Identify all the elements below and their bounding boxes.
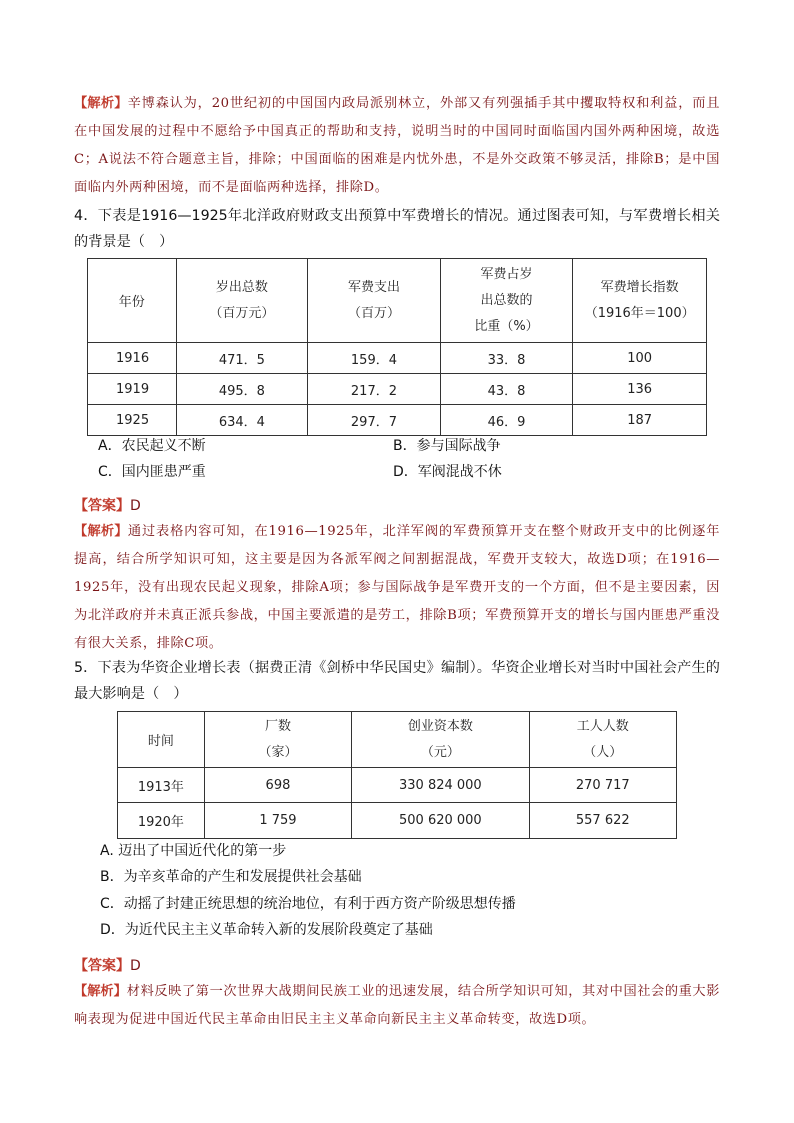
table-cell: 1925 [88, 405, 177, 436]
table-cell: 217．2 [308, 374, 441, 405]
q5-option-d: D．为近代民主主义革命转入新的发展阶段奠定了基础 [100, 922, 433, 938]
q5-header-capital: 创业资本数 （元） [352, 712, 529, 768]
table-cell: 136 [573, 374, 707, 405]
answer-value: D [130, 958, 141, 974]
table-cell: 557 622 [529, 803, 676, 839]
table-cell: 187 [573, 405, 707, 436]
q5-header-time: 时间 [118, 712, 205, 768]
analysis-tag: 【解析】 [74, 96, 128, 111]
table-cell: 43．8 [440, 374, 573, 405]
table-cell: 100 [573, 343, 707, 374]
analysis-tag: 【解析】 [74, 984, 127, 999]
q3-analysis [74, 90, 720, 202]
q4-header-index: 军费增长指数 （1916年＝100） [573, 259, 707, 343]
q5-analysis [74, 978, 720, 1034]
table-cell: 495．8 [176, 374, 308, 405]
answer-value: D [130, 498, 141, 514]
q4-answer [74, 494, 720, 518]
q4-table-header-row [88, 259, 707, 343]
table-row [88, 405, 707, 436]
analysis-tag: 【解析】 [74, 524, 128, 539]
table-row [118, 803, 677, 839]
answer-tag: 【答案】 [74, 498, 130, 514]
q4-table [87, 258, 707, 436]
table-cell: 297．7 [308, 405, 441, 436]
q5-option-a: A. 迈出了中国近代化的第一步 [100, 843, 287, 859]
q5-header-factories: 厂数 （家） [204, 712, 351, 768]
analysis-text: 通过表格内容可知，在1916—1925年，北洋军阀的军费预算开支在整个财政开支中的比例逐年提高，结合所学知识可知，这主要是因为各派军阀之间割据混战，军费开支较大，故选D项；在1916—1925年，没有出现农民起义现象，排除A项；参与国际战争是军费开支的一个方面，但不是主要因素，因为北洋政府并未真正派兵参战，中国主要派遣的是劳工，排除B项；军费预算开支的增长与国内匪患严重没有很大关系，排除C项。 [74, 524, 720, 651]
q5-option-b: B．为辛亥革命的产生和发展提供社会基础 [100, 869, 362, 885]
q4-header-military: 军费支出 （百万） [308, 259, 441, 343]
answer-tag: 【答案】 [74, 958, 130, 974]
table-cell: 500 620 000 [352, 803, 529, 839]
q5-stem: 5．下表为华资企业增长表（据费正清《剑桥中华民国史》编制）。华资企业增长对当时中国社会产生的最大影响是（ ） [74, 660, 720, 702]
q5-table [117, 711, 677, 839]
q5-answer [74, 954, 720, 978]
table-cell: 1913年 [118, 768, 205, 803]
table-cell: 698 [204, 768, 351, 803]
table-cell: 330 824 000 [352, 768, 529, 803]
table-row [88, 343, 707, 374]
table-row [88, 374, 707, 405]
table-cell: 1919 [88, 374, 177, 405]
table-cell: 159．4 [308, 343, 441, 374]
table-cell: 1920年 [118, 803, 205, 839]
q4-option-d: D．军阀混战不休 [393, 464, 502, 480]
table-row [118, 768, 677, 803]
q4-analysis [74, 518, 720, 658]
table-cell: 33．8 [440, 343, 573, 374]
q4-header-total: 岁出总数 （百万元） [176, 259, 308, 343]
table-cell: 1916 [88, 343, 177, 374]
q4-option-c: C．国内匪患严重 [98, 464, 206, 480]
q4-header-ratio: 军费占岁 出总数的 比重（%） [440, 259, 573, 343]
table-cell: 46．9 [440, 405, 573, 436]
table-cell: 471．5 [176, 343, 308, 374]
q5-header-workers: 工人人数 （人） [529, 712, 676, 768]
q4-option-b: B．参与国际战争 [393, 438, 501, 454]
q5-table-header-row [118, 712, 677, 768]
analysis-text: 辛博森认为，20世纪初的中国国内政局派别林立，外部又有列强插手其中攫取特权和利益，而且在中国发展的过程中不愿给予中国真正的帮助和支持，说明当时的中国同时面临国内国外两种困境，故选C；A说法不符合题意主旨，排除；中国面临的困难是内忧外患，不是外交政策不够灵活，排除B；是中国面临内外两种困境，而不是面临两种选择，排除D。 [74, 96, 721, 195]
q5-option-c: C．动摇了封建正统思想的统治地位，有利于西方资产阶级思想传播 [100, 896, 516, 912]
q4-header-year: 年份 [88, 259, 177, 343]
table-cell: 634．4 [176, 405, 308, 436]
q4-option-a: A．农民起义不断 [98, 438, 206, 454]
analysis-text: 材料反映了第一次世界大战期间民族工业的迅速发展，结合所学知识可知，其对中国社会的重大影响表现为促进中国近代民主革命由旧民主主义革命向新民主主义革命转变，故选D项。 [74, 984, 721, 1027]
table-cell: 270 717 [529, 768, 676, 803]
q4-stem: 4．下表是1916—1925年北洋政府财政支出预算中军费增长的情况。通过图表可知，与军费增长相关的背景是（ ） [74, 208, 720, 250]
table-cell: 1 759 [204, 803, 351, 839]
